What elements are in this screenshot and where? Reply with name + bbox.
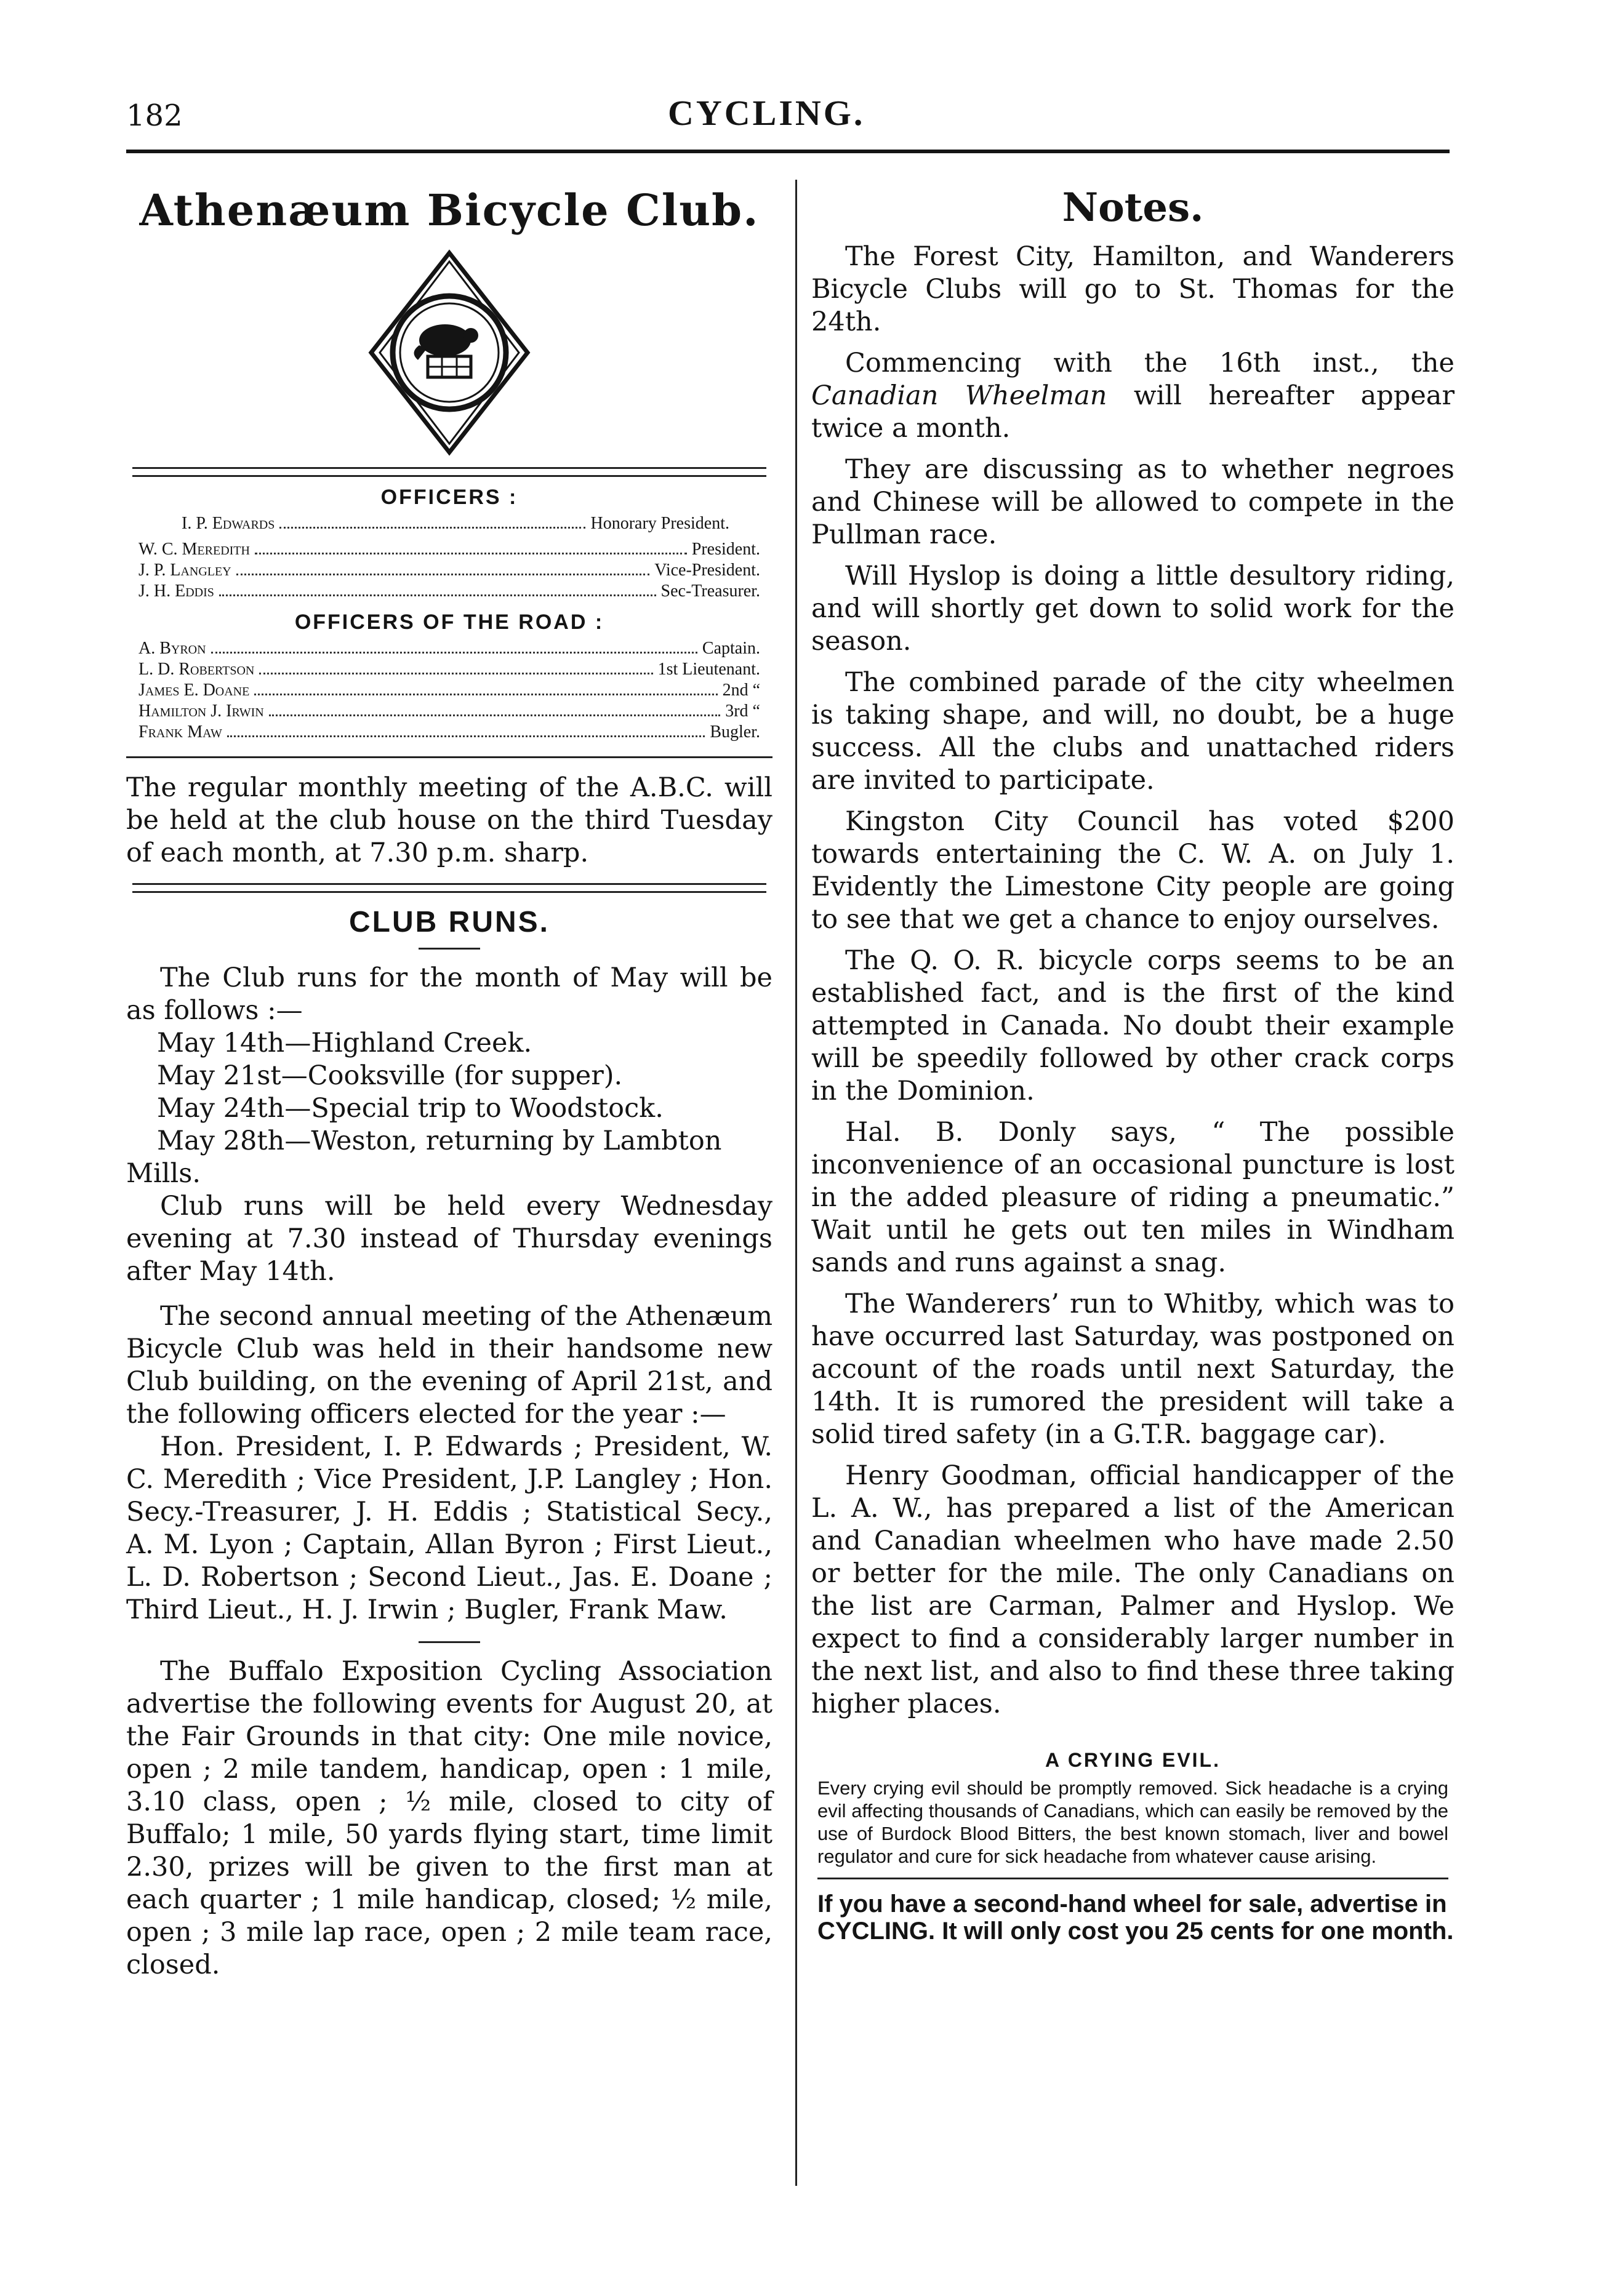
road-officer-row: Frank Maw Bugler. [138, 722, 760, 742]
sale-notice: If you have a second-hand wheel for sale, advertise in CYCLING. It will only cost you 25 cents for one month. [817, 1890, 1454, 1945]
meeting-notice: The regular monthly meeting of the A.B.C. will be held at the club house on the third Tuesday of each month, at 7.30 p.m. sharp. [126, 772, 772, 868]
note-item: Hal. B. Donly says, “ The possible inconvenience of an occasional puncture is lost in the added pleasure of riding a pneumatic.” Wait until he gets out ten miles in Windham sands and runs against a snag. [811, 1117, 1454, 1278]
note-item: The Wanderers’ run to Whitby, which was to have occurred last Saturday, was postponed on account of the roads until next Saturday, the 14th. It is rumored the president will take a solid tired safety (in a G.T.R. baggage car). [811, 1289, 1454, 1450]
publication-title: Canadian Wheelman [811, 380, 1107, 411]
officers-elected: Hon. President, I. P. Edwards ; President, W. C. Meredith ; Vice President, J.P. Langley ; Hon. Secy.-Treasurer, J. H. Eddis ; Statistical Secy., A. M. Lyon ; Captain, Allan Byron ; First Lieut., L. D. Robertson ; Second Lieut., Jas. E. Doane ; Third Lieut., H. J. Irwin ; Bugler, Frank Maw. [126, 1431, 772, 1625]
runs-note: Club runs will be held every Wednesday evening at 7.30 instead of Thursday evenings after May 14th. [126, 1191, 772, 1287]
road-officer-row: Hamilton J. Irwin 3rd “ [138, 702, 760, 721]
buffalo-exposition: The Buffalo Exposition Cycling Association advertise the following events for August 20, at the Fair Grounds in that city: One mile novice, open ; 2 mile tandem, handicap, open : 1 mile, 3.10 class, open ; ½ mile, closed to city of Buffalo; 1 mile, 50 yards flying start, time limit 2.30, prizes will be given to the first man at each quarter ; 1 mile handicap, closed; ½ mile, open ; 3 mile lap race, open ; 2 mile team race, closed. [126, 1656, 772, 1980]
runs-list [126, 1027, 772, 1190]
page-number: 182 [126, 98, 183, 133]
list-item: May 24th—Special trip to Woodstock. [157, 1093, 664, 1124]
officers-heading: OFFICERS : [380, 486, 518, 509]
runs-intro: The Club runs for the month of May will be as follows :— [126, 962, 772, 1026]
advert-heading: A CRYING EVIL. [1045, 1749, 1221, 1771]
list-item: May 14th—Highland Creek. [157, 1028, 532, 1058]
list-item: May 21st—Cooksville (for supper). [157, 1060, 623, 1091]
road-officer-row: James E. Doane 2nd “ [138, 681, 760, 700]
note-item: The Q. O. R. bicycle corps seems to be an established fact, and is the first of the kind attempted in Canada. No doubt their example will be speedily followed by other crack corps in the Dominion. [811, 945, 1454, 1106]
notes-heading: Notes. [1062, 185, 1204, 231]
officer-row: J. H. Eddis Sec-Treasurer. [138, 582, 760, 601]
note-item: Henry Goodman, official handicapper of the L. A. W., has prepared a list of the American and Canadian wheelmen who have made 2.50 or better for the mile. The only Canadians on the list are Carman, Palmer and Hyslop. We expect to find a considerably larger number in the next list, and also to find these three taking higher places. [811, 1460, 1454, 1719]
note-item: The combined parade of the city wheelmen is taking shape, and will, no doubt, be a huge success. All the clubs and unattached riders are invited to participate. [811, 667, 1454, 796]
note-item: Will Hyslop is doing a little desultory riding, and will shortly get down to solid work for the season. [811, 561, 1454, 657]
section-rule [126, 756, 772, 758]
road-officer-row: A. Byron Captain. [138, 639, 760, 658]
short-rule [419, 1641, 480, 1643]
note-item: Commencing with the 16th inst., the Canadian Wheelman will hereafter appear twice a month. [811, 348, 1454, 444]
road-officers-heading: OFFICERS OF THE ROAD : [294, 610, 604, 634]
section-rule [817, 1878, 1448, 1879]
officer-row: I. P. Edwards Honorary President. [182, 514, 729, 533]
note-item: They are discussing as to whether negroes and Chinese will be allowed to compete in the Pullman race. [811, 454, 1454, 550]
list-item: May 28th—Weston, returning by Lambton Mills. [126, 1126, 722, 1189]
double-rule [132, 883, 766, 893]
note-item: The Forest City, Hamilton, and Wanderers Bicycle Clubs will go to St. Thomas for the 24th. [811, 241, 1454, 337]
officer-row: J. P. Langley Vice-President. [138, 561, 760, 580]
club-runs-heading: CLUB RUNS. [349, 906, 550, 938]
advert-body: Every crying evil should be promptly removed. Sick headache is a crying evil affecting thousands of Canadians, which can easily be removed by the use of Burdock Blood Bitters, the best known stomach, liver and bowel regulator and cure for sick headache from whatever cause arising. [817, 1777, 1448, 1867]
magazine-title: CYCLING. [668, 93, 865, 133]
club-emblem-image [366, 248, 532, 457]
officers-section [126, 486, 772, 743]
left-column [126, 185, 772, 1982]
column-divider [795, 180, 797, 2186]
short-rule [419, 948, 480, 950]
note-item: Kingston City Council has voted $200 towards entertaining the C. W. A. on July 1. Evidently the Limestone City people are going to see that we get a chance to enjoy ourselves. [811, 806, 1454, 935]
right-column [811, 185, 1454, 1945]
club-title: Athenæum Bicycle Club. [139, 185, 760, 236]
double-rule [132, 467, 766, 477]
officer-row: W. C. Meredith President. [138, 540, 760, 559]
header-rule [126, 150, 1450, 153]
annual-meeting: The second annual meeting of the Athenæum Bicycle Club was held in their handsome new Club building, on the evening of April 21st, and the following officers elected for the year :— [126, 1301, 772, 1430]
road-officer-row: L. D. Robertson 1st Lieutenant. [138, 660, 760, 679]
